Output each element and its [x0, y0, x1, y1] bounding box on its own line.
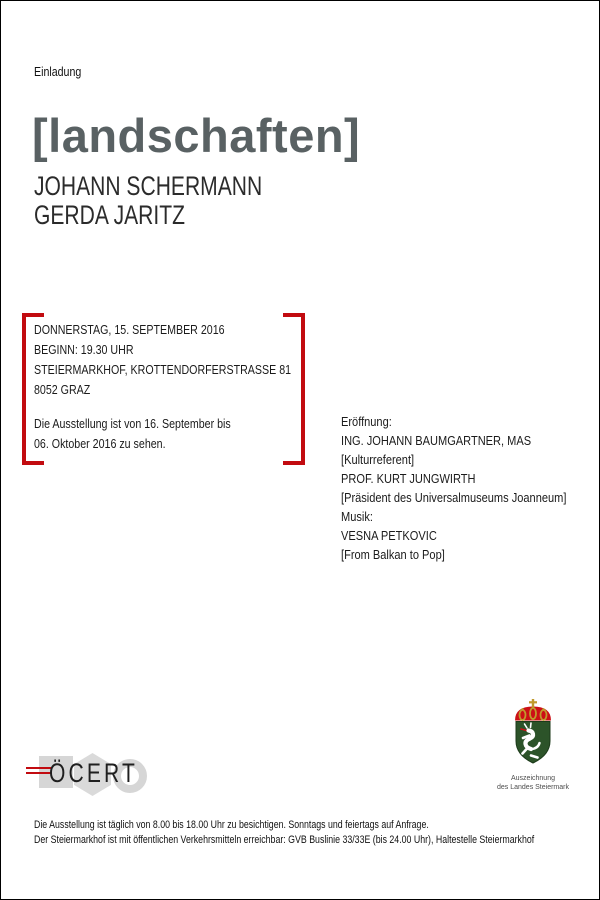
program-column	[341, 412, 600, 564]
opening-label: Eröffnung:	[341, 414, 392, 429]
page-title: [landschaften]	[32, 109, 361, 162]
ocert-logo	[29, 751, 174, 799]
footer-opening-hours: Die Ausstellung ist täglich von 8.00 bis 18.00 Uhr zu besichtigen. Sonntags und feiertags auf Anfrage.	[34, 819, 429, 831]
footer-info	[34, 818, 600, 848]
styria-caption: Auszeichnung des Landes Steiermark	[497, 775, 569, 791]
event-details-box	[22, 313, 305, 465]
ocert-logo-text: ÖCERT	[49, 758, 138, 788]
music-label: Musik:	[341, 509, 373, 524]
event-details	[34, 320, 348, 454]
speaker-name: PROF. KURT JUNGWIRTH	[341, 471, 476, 486]
artist-names	[34, 172, 327, 230]
event-venue: STEIERMARKHOF, KROTTENDORFERSTRASSE 81	[34, 362, 292, 377]
event-time: BEGINN: 19.30 UHR	[34, 342, 134, 357]
kicker-label	[34, 65, 90, 79]
speaker-role: [Kulturreferent]	[341, 452, 415, 467]
ducal-hat-cross	[529, 699, 537, 707]
speaker-entry	[341, 469, 600, 507]
artist-name: GERDA JARITZ	[34, 200, 185, 230]
footer-transport-info: Der Steiermarkhof ist mit öffentlichen Verkehrsmitteln erreichbar: GVB Buslinie 33/33E (bis 24.00 Uhr), Haltestelle Steiermarkhof	[34, 834, 535, 846]
speaker-role: [Präsident des Universalmuseums Joanneum]	[341, 490, 567, 505]
music-entry	[341, 507, 600, 564]
styria-coat-of-arms-icon	[505, 699, 561, 767]
musician-name: VESNA PETKOVIC	[341, 528, 437, 543]
ducal-hat	[515, 706, 551, 720]
speaker-name: ING. JOHANN BAUMGARTNER, MAS	[341, 433, 532, 448]
styria-award-logo	[495, 699, 571, 792]
musician-note: [From Balkan to Pop]	[341, 547, 445, 562]
exhibition-duration: Die Ausstellung ist von 16. September bis 06. Oktober 2016 zu sehen.	[34, 416, 231, 451]
event-city: 8052 GRAZ	[34, 382, 91, 397]
speaker-entry	[341, 431, 600, 469]
kicker-text: Einladung	[34, 65, 82, 79]
artist-name: JOHANN SCHERMANN	[34, 171, 263, 201]
event-date: DONNERSTAG, 15. SEPTEMBER 2016	[34, 322, 225, 337]
